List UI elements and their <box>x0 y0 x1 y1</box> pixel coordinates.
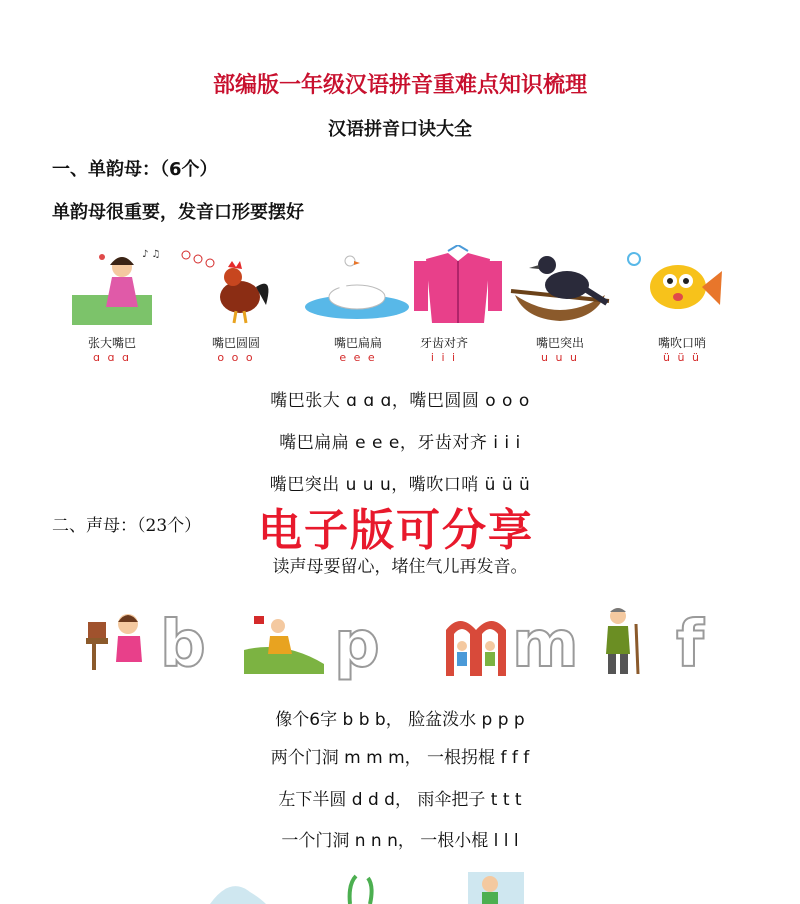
boy-climbing-hill-illustration <box>244 610 324 674</box>
consonant-rhyme-line: 一个门洞 n n n， 一根小棍 l l l <box>281 831 519 851</box>
shirt-on-hanger-illustration <box>408 245 518 325</box>
vowel-rhyme-line: 嘴巴扁扁 e e e，牙齿对齐 i i i <box>279 433 521 453</box>
section2-heading: 二、声母：（23个） <box>52 516 202 536</box>
svg-text:♪ ♫: ♪ ♫ <box>142 249 161 260</box>
vowel-sound-o: o o o <box>217 351 255 364</box>
girl-listening-radio-illustration <box>84 602 156 674</box>
page-subtitle: 汉语拼音口诀大全 <box>328 119 472 140</box>
section1-lead: 单韵母很重要，发音口形要摆好 <box>52 202 304 223</box>
consonant-letter-f: f <box>676 608 704 682</box>
vowel-sound-u: u u u <box>541 351 579 364</box>
watermark-text: 电子版可分享 <box>258 505 534 556</box>
crow-in-nest-illustration <box>505 245 615 325</box>
consonant-letter-m: m <box>512 608 579 682</box>
section2-lead: 读声母要留心，堵住气儿再发音。 <box>272 557 528 577</box>
old-man-with-cane-illustration <box>598 604 644 676</box>
vowel-caption-a: 张大嘴巴 <box>87 336 136 350</box>
consonant-letter-p: p <box>334 608 380 682</box>
plant-illustration-partial <box>330 874 400 904</box>
consonant-rhyme-line: 左下半圆 d d d， 雨伞把子 t t t <box>278 790 522 810</box>
vowel-rhyme-line: 嘴巴突出 u u u，嘴吹口哨 ü ü ü <box>269 475 531 495</box>
vowel-caption-u: 嘴巴突出 <box>535 336 584 350</box>
section1-heading: 一、单韵母：（6个） <box>52 159 218 180</box>
vowel-rhyme-line: 嘴巴张大 ɑ ɑ ɑ，嘴巴圆圆 o o o <box>270 391 530 411</box>
rooster-illustration <box>178 245 288 325</box>
vowel-sound-e: e e e <box>339 351 377 364</box>
two-kids-in-doorway-illustration <box>444 612 508 676</box>
consonant-rhyme-line: 两个门洞 m m m， 一根拐棍 f f f <box>270 748 530 768</box>
child-illustration-partial <box>466 868 526 904</box>
bird-illustration-partial <box>200 872 270 904</box>
vowel-caption-v: 嘴吹口哨 <box>657 336 706 350</box>
vowel-caption-o: 嘴巴圆圆 <box>211 336 260 350</box>
fish-blowing-bubbles-illustration <box>622 245 732 325</box>
girl-singing-illustration <box>72 245 182 325</box>
vowel-sound-v: ü ü ü <box>663 351 701 364</box>
swan-illustration <box>302 245 412 325</box>
consonant-letter-b: b <box>160 608 206 682</box>
consonant-rhyme-line: 像个6字 b b b， 脸盆泼水 p p p <box>275 710 525 730</box>
vowel-caption-e: 嘴巴扁扁 <box>333 336 382 350</box>
vowel-sound-i: i i i <box>430 351 458 364</box>
vowel-sound-a: ɑ ɑ ɑ <box>93 351 131 364</box>
vowel-caption-i: 牙齿对齐 <box>419 336 468 350</box>
page-title: 部编版一年级汉语拼音重难点知识梳理 <box>212 73 587 98</box>
